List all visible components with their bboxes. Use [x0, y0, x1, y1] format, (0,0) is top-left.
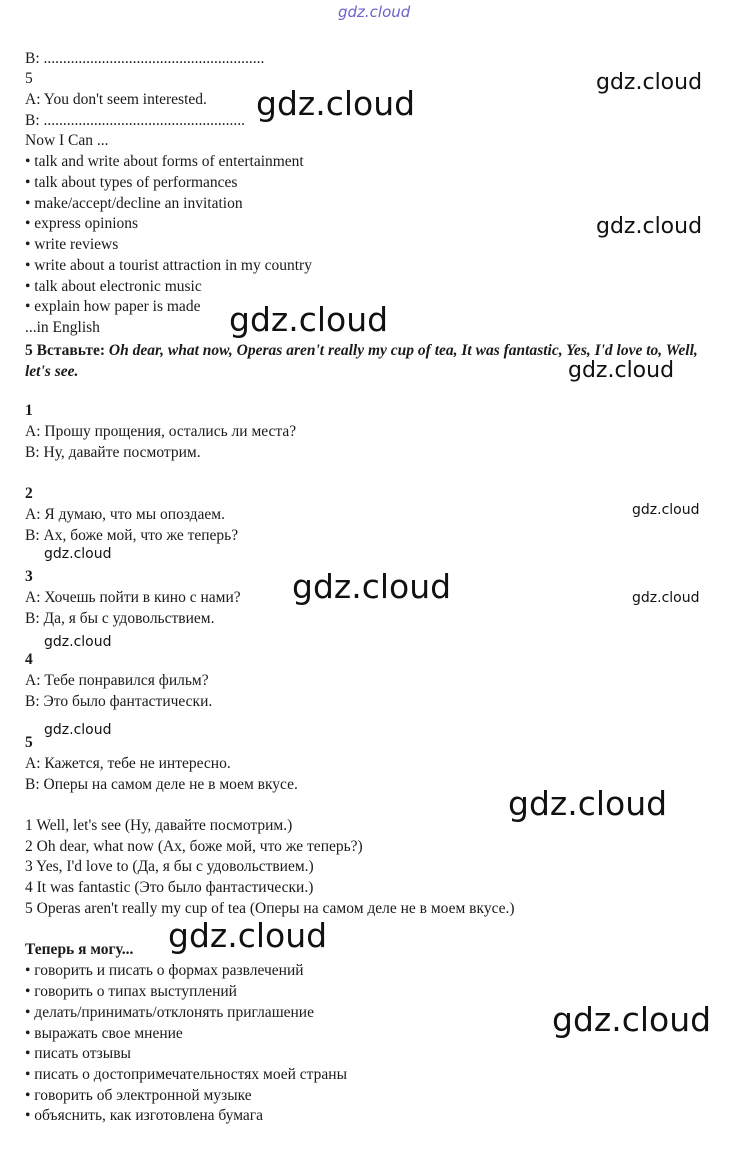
list-item: • make/accept/decline an invitation	[25, 195, 243, 212]
dialogue-line: B: ....................................................	[25, 112, 246, 129]
answer-line: 4 It was fantastic (Это было фантастически.)	[25, 879, 314, 896]
list-item: • говорить о типах выступлений	[25, 983, 237, 1000]
watermark: gdz.cloud	[44, 722, 112, 738]
now-i-can-title: Now I Can ...	[25, 132, 109, 149]
watermark: gdz.cloud	[632, 502, 700, 518]
dialogue-line-a: A: Кажется, тебе не интересно.	[25, 755, 231, 772]
dialogue-number: 4	[25, 651, 33, 668]
dialogue-line-b: B: Это было фантастически.	[25, 693, 213, 710]
answer-line: 2 Oh dear, what now (Ах, боже мой, что же теперь?)	[25, 838, 363, 855]
dialogue-line-b: B: Ну, давайте посмотрим.	[25, 444, 201, 461]
list-item: • explain how paper is made	[25, 298, 201, 315]
watermark: gdz.cloud	[256, 84, 416, 123]
dialogue-number: 2	[25, 485, 33, 502]
list-item: • talk and write about forms of entertainment	[25, 153, 304, 170]
dialogue-line-a: A: Я думаю, что мы опоздаем.	[25, 506, 225, 523]
list-item: • write reviews	[25, 236, 119, 253]
task-label: 5 Вставьте:	[25, 342, 109, 359]
watermark: gdz.cloud	[292, 567, 452, 606]
list-item: • писать отзывы	[25, 1045, 131, 1062]
dialogue-line: A: You don't seem interested.	[25, 91, 207, 108]
watermark: gdz.cloud	[168, 916, 328, 955]
answer-line: 3 Yes, I'd love to (Да, я бы с удовольствием.)	[25, 858, 314, 875]
dialogue-line-b: B: Да, я бы с удовольствием.	[25, 610, 215, 627]
answer-line: 5 Operas aren't really my cup of tea (Оперы на самом деле не в моем вкусе.)	[25, 900, 515, 917]
list-item: • делать/принимать/отклонять приглашение	[25, 1004, 314, 1021]
watermark: gdz.cloud	[596, 70, 703, 95]
list-item: • talk about types of performances	[25, 174, 238, 191]
watermark: gdz.cloud	[596, 214, 703, 239]
watermark: gdz.cloud	[44, 546, 112, 562]
list-item: • писать о достопримечательностях моей страны	[25, 1066, 347, 1083]
dialogue-line-a: A: Прошу прощения, остались ли места?	[25, 423, 297, 440]
dialogue-number: 5	[25, 734, 33, 751]
list-item: • express opinions	[25, 215, 139, 232]
watermark: gdz.cloud	[44, 634, 112, 650]
answer-line: 1 Well, let's see (Ну, давайте посмотрим.)	[25, 817, 293, 834]
dialogue-number: 1	[25, 402, 33, 419]
list-item: • объяснить, как изготовлена бумага	[25, 1107, 264, 1124]
list-item: • talk about electronic music	[25, 278, 202, 295]
dialogue-line-b: B: Ах, боже мой, что же теперь?	[25, 527, 239, 544]
task-phrases: Oh dear, what now, Operas aren't really my cup of tea, It was fantastic, Yes, I'd love to, Well, let's see.	[25, 342, 698, 380]
dialogue-number: 5	[25, 70, 33, 87]
dialogue-line-a: A: Тебе понравился фильм?	[25, 672, 209, 689]
list-item: • write about a tourist attraction in my country	[25, 257, 312, 274]
watermark: gdz.cloud	[552, 1000, 712, 1039]
list-item: • выражать свое мнение	[25, 1025, 183, 1042]
dialogue-line-a: A: Хочешь пойти в кино с нами?	[25, 589, 241, 606]
dialogue-number: 3	[25, 568, 33, 585]
watermark: gdz.cloud	[632, 590, 700, 606]
site-header-logo[interactable]: gdz.cloud	[338, 3, 411, 21]
watermark: gdz.cloud	[568, 358, 675, 383]
watermark: gdz.cloud	[229, 300, 389, 339]
now-i-can-ru-title: Теперь я могу...	[25, 941, 134, 958]
list-item: • говорить и писать о формах развлечений	[25, 962, 304, 979]
watermark: gdz.cloud	[508, 784, 668, 823]
dialogue-line-b: B: Оперы на самом деле не в моем вкусе.	[25, 776, 298, 793]
dialogue-line: B: .........................................................	[25, 50, 265, 67]
list-item: • говорить об электронной музыке	[25, 1087, 252, 1104]
now-i-can-footer: ...in English	[25, 319, 100, 336]
